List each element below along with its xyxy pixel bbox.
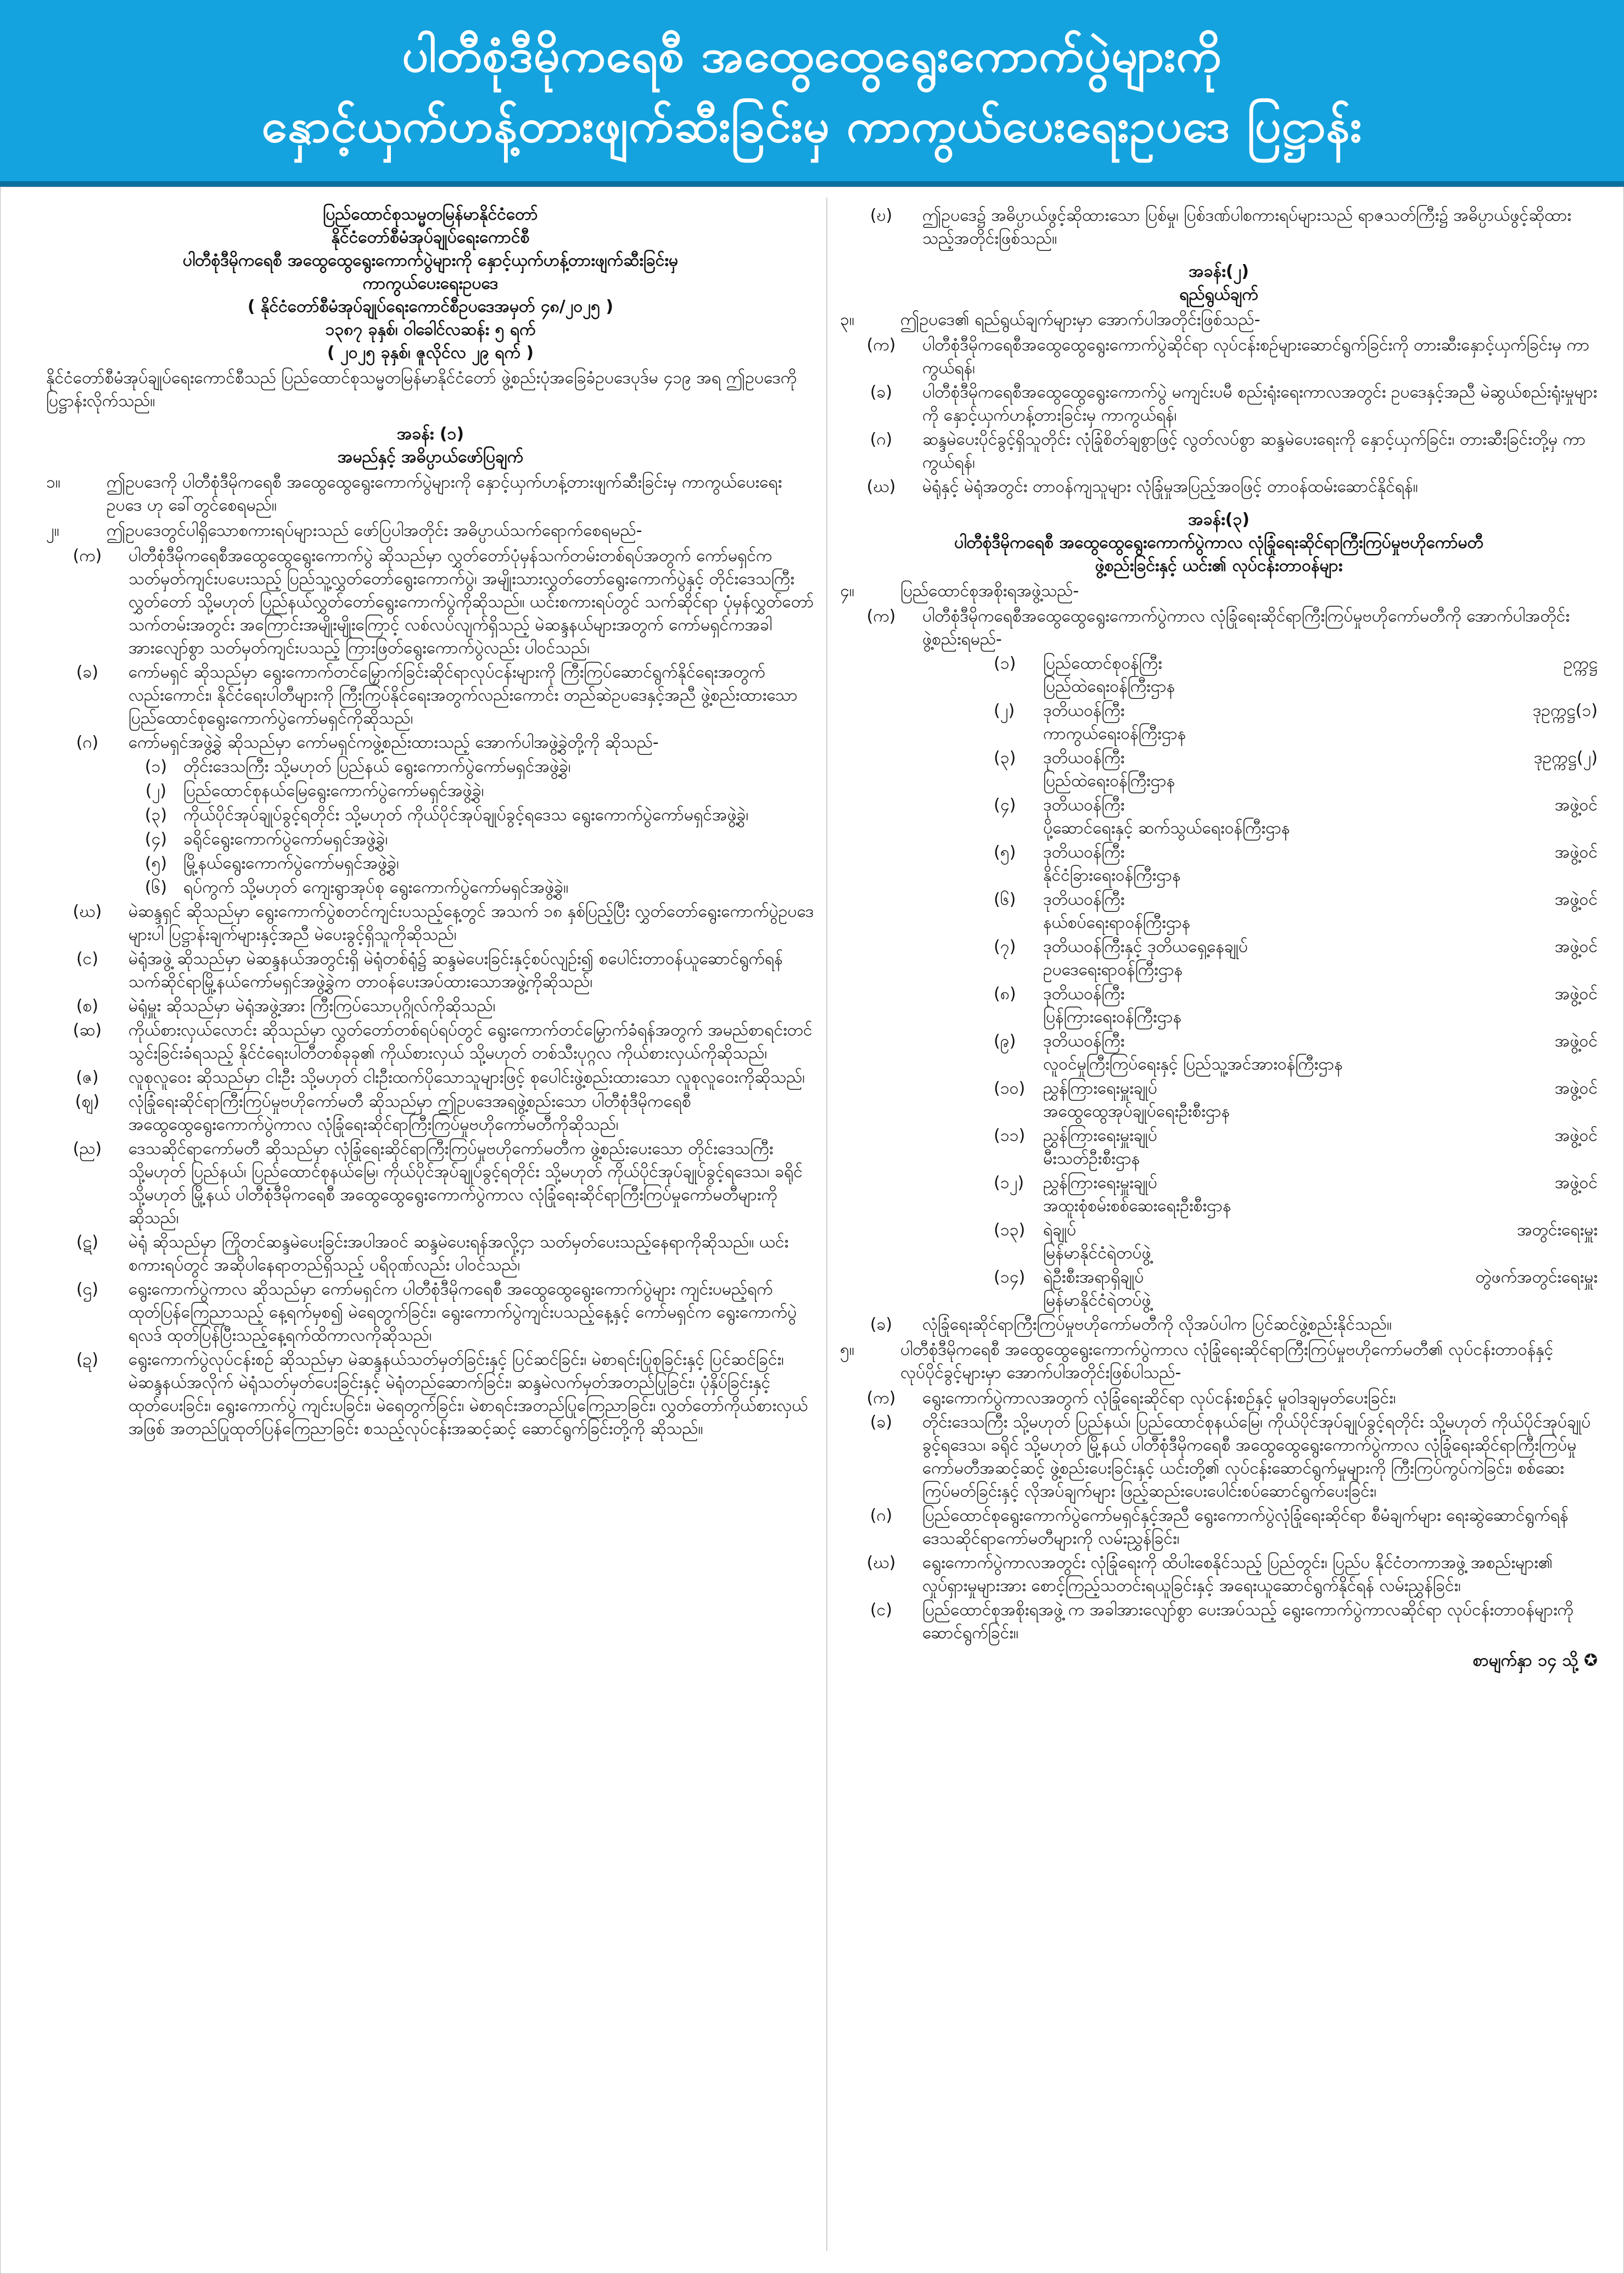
definition-item-text: ဒေသဆိုင်ရာကော်မတီ ဆိုသည်မှာ လုံခြုံရေးဆိုင်ရာကြီးကြပ်မှုဗဟိုကော်မတီက ဖွဲ့စည်းပေးသော တိုင်းဒေသကြီး သို့မဟုတ် ပြည်နယ်၊ ပြည်ထောင်စုနယ်မြေ၊ ကိုယ်ပိုင်အုပ်ချုပ်ခွင့်ရတိုင်း သို့မဟုတ် ကိုယ်ပိုင်အုပ်ချုပ်ခွင့်ရဒေသ၊ ခရိုင် သို့မဟုတ် မြို့နယ် ပါတီစုံဒီမိုကရေစီ အထွေထွေရွေးကောက်ပွဲကာလ လုံခြုံရေးဆိုင်ရာကြီးကြပ်မှုကော်မတီများကိုဆိုသည်၊ [128,1139,803,1228]
member-row [994,1030,1598,1076]
member-number: (၃) [994,748,1016,768]
gov-line-1: ပြည်ထောင်စုသမ္မတမြန်မာနိုင်ငံတော် [323,205,538,224]
member-department: နယ်စပ်ရေးရာဝန်ကြီးဌာန [1043,913,1191,932]
section-2-text: ဤဥပဒေတွင်ပါရှိသောစကားရပ်များသည် ဖော်ပြပါအတိုင်း အဓိပ္ပာယ်သက်ရောက်စေရမည်- [107,521,642,540]
member-title: ဒုတိယဝန်ကြီး [1043,890,1125,909]
title-line-1: ပါတီစုံဒီမိုကရေစီ အထွေထွေရွေးကောက်ပွဲများကို [402,29,1222,82]
member-number: (၆) [994,890,1016,909]
definition-item-label: (ဇ) [76,1068,99,1087]
member-position [1043,1077,1433,1123]
definition-item-text: ရွေးကောက်ပွဲလုပ်ငန်းစဉ် ဆိုသည်မှာ မဲဆန္ဒနယ်သတ်မှတ်ခြင်းနှင့် ပြင်ဆင်ခြင်း၊ မဲစာရင်းပြုစုခြင်းနှင့် ပြင်ဆင်ခြင်း၊ မဲဆန္ဒနယ်အလိုက် မဲရုံသတ်မှတ်ပေးခြင်းနှင့် မဲရုံတည်ဆောက်ခြင်း၊ ဆန္ဒမဲလက်မှတ်အတည်ပြုခြင်း၊ ပုံနှိပ်ခြင်းနှင့် ထုတ်ပေးခြင်း၊ ရွေးကောက်ပွဲ ကျင်းပခြင်း၊ မဲရေတွက်ခြင်း၊ မဲစာရင်းအတည်ပြုကြေညာခြင်း၊ လွှတ်တော်ကိုယ်စားလှယ်အဖြစ် အတည်ပြုထုတ်ပြန်ကြေညာခြင်း စသည့်လုပ်ငန်းအဆင့်ဆင့် ဆောင်ရွက်ခြင်းတို့ကို ဆိုသည်။ [128,1350,808,1438]
member-role: တွဲဖက်အတွင်းရေးမှူး [1475,1268,1598,1287]
definition-item [46,1066,815,1089]
member-title: ညွှန်ကြားရေးမှူးချုပ် [1043,1079,1157,1098]
aim-item-label: (က) [866,335,896,355]
section-2-number: ၂။ [46,521,59,540]
section-2 [46,519,815,542]
definition-item [46,545,815,660]
member-number: (၁၄) [994,1268,1026,1287]
subcommittee-item-text: ပြည်ထောင်စုနယ်မြေရွေးကောက်ပွဲကော်မရှင်အဖွဲ့ခွဲ၊ [183,781,484,800]
duty-item [840,1411,1598,1503]
section-3 [840,309,1598,332]
definitions-list-continued [46,900,815,1441]
definition-item [46,1019,815,1065]
definition-extra-text: ဤဥပဒေ၌ အဓိပ္ပာယ်ဖွင့်ဆိုထားသော ပြစ်မှု၊ ပြစ်ဒဏ်ပါစကားရပ်များသည် ရာဇသတ်ကြီး၌ အဓိပ္ပာယ်ဖွင့်ဆိုထားသည့်အတိုင်းဖြစ်သည်။ [922,206,1572,248]
subcommittee-item-label: (၅) [144,854,167,873]
subcommittee-item-text: တိုင်းဒေသကြီး သို့မဟုတ် ပြည်နယ် ရွေးကောက်ပွဲကော်မရှင်အဖွဲ့ခွဲ၊ [183,757,571,776]
duty-item-label: (ဃ) [866,1553,896,1572]
definition-item-label: (စ) [76,996,99,1016]
definition-item-text: လုံခြုံရေးဆိုင်ရာကြီးကြပ်မှုဗဟိုကော်မတီ ဆိုသည်မှာ ဤဥပဒေအရဖွဲ့စည်းသော ပါတီစုံဒီမိုကရေစီ အထွေထွေရွေးကောက်ပွဲကာလ လုံခြုံရေးဆိုင်ရာကြီးကြပ်မှုဗဟိုကော်မတီကိုဆိုသည်၊ [128,1092,691,1134]
definition-item-label: (င) [76,949,99,968]
right-column [840,203,1598,1672]
member-position [1043,983,1433,1029]
member-department: ပို့ဆောင်ရေးနှင့် ဆက်သွယ်ရေးဝန်ကြီးဌာန [1043,819,1290,838]
gov-line-2: နိုင်ငံတော်စီမံအုပ်ချုပ်ရေးကောင်စီ [331,228,530,247]
definition-item-label: (ဋ) [76,1233,99,1252]
section-1 [46,471,815,517]
subcommittee-item-text: ခရိုင်ရွေးကောက်ပွဲကော်မရှင်အဖွဲ့ခွဲ၊ [183,830,388,849]
section-3-text: ဤဥပဒေ၏ ရည်ရွယ်ချက်များမှာ အောက်ပါအတိုင်းဖြစ်သည်- [900,310,1261,329]
section-4a-text: ပါတီစုံဒီမိုကရေစီအထွေထွေရွေးကောက်ပွဲကာလ လုံခြုံရေးဆိုင်ရာကြီးကြပ်မှုဗဟိုကော်မတီကို အောက်ပါအတိုင်း ဖွဲ့စည်းရမည်- [922,607,1570,649]
member-position [1043,652,1433,698]
member-department: ကာကွယ်ရေးဝန်ကြီးဌာန [1043,724,1186,743]
member-position [1043,1030,1433,1076]
duty-item [840,1387,1598,1410]
definition-item [46,1090,815,1136]
member-row [994,936,1598,982]
definition-item-label: (ည) [72,1139,102,1158]
member-number: (၅) [994,843,1016,862]
duty-item [840,1504,1598,1550]
member-role: အဖွဲ့ဝင် [1554,1173,1598,1192]
member-number: (၄) [994,796,1016,815]
member-position [1043,1219,1433,1265]
definition-item-text: ရွေးကောက်ပွဲကာလ ဆိုသည်မှာ ကော်မရှင်က ပါတီစုံဒီမိုကရေစီ အထွေထွေရွေးကောက်ပွဲများ ကျင်းပမည့်ရက် ထုတ်ပြန်ကြေညာသည့် နေ့ရက်မှစ၍ မဲရေတွက်ခြင်း၊ ရွေးကောက်ပွဲကျင်းပသည့်နေ့နှင့် ကော်မရှင်က ရွေးကောက်ပွဲရလဒ် ထုတ်ပြန်ပြီးသည့်နေ့ရက်ထိကာလကိုဆိုသည်၊ [128,1280,797,1345]
section-4-number: ၄။ [840,581,854,601]
chapter-3-subtitle-2: ဖွဲ့စည်းခြင်းနှင့် ယင်း၏ လုပ်ငန်းတာဝန်များ [1095,556,1343,575]
member-department: မီးသတ်ဦးစီးဌာန [1043,1149,1140,1168]
member-position [1043,936,1433,982]
definition-extra-label: (ဎ) [870,206,893,225]
aim-item-text: ဆန္ဒမဲပေးပိုင်ခွင့်ရှိသူတိုင်း လုံခြုံစိတ်ချစွာဖြင့် လွတ်လပ်စွာ ဆန္ဒမဲပေးရေးကို နှောင့်ယှက်ခြင်း၊ တားဆီးခြင်းတို့မှ ကာကွယ်ရန်၊ [922,430,1586,472]
member-number: (၁၀) [994,1079,1026,1098]
member-number: (၁) [994,654,1016,673]
member-row [994,1172,1598,1218]
member-department: ပြန်ကြားရေးဝန်ကြီးဌာန [1043,1007,1182,1027]
member-title: ဒုတိယဝန်ကြီးနှင့် ဒုတိယရှေ့နေချုပ် [1043,937,1248,956]
duty-item-label: (ဂ) [870,1506,893,1525]
member-number: (၁၁) [994,1126,1026,1145]
member-title: ဒုတိယဝန်ကြီး [1043,701,1125,720]
member-department: ပြည်ထဲရေးဝန်ကြီးဌာန [1043,771,1175,791]
subcommittee-item [128,780,815,803]
member-title: ဒုတိယဝန်ကြီး [1043,1032,1125,1051]
member-number: (၉) [994,1032,1016,1051]
duties-list [840,1387,1598,1645]
aim-item [840,381,1598,427]
member-row [994,1077,1598,1123]
subcommittee-item-label: (၂) [145,781,167,800]
law-title-2: ကာကွယ်ပေးရေးဥပဒေ [362,274,499,293]
aim-item [840,334,1598,380]
member-position [1043,699,1433,746]
law-number: ( နိုင်ငံတော်စီမံအုပ်ချုပ်ရေးကောင်စီဥပဒေအမှတ် ၄၈/၂၀၂၅ ) [247,297,614,316]
duty-item [840,1552,1598,1598]
chapter-1-subtitle: အမည်နှင့် အဓိပ္ပာယ်ဖော်ပြချက် [337,447,524,467]
member-row [994,1219,1598,1265]
chapter-3-title: အခန်း(၃) [1188,510,1250,529]
member-title: ပြည်ထောင်စုဝန်ကြီး [1043,654,1162,673]
member-department: အထူးစုံစမ်းစစ်ဆေးရေးဦးစီးဌာန [1043,1196,1231,1216]
member-row [994,747,1598,793]
chapter-2-subtitle: ရည်ရွယ်ချက် [1179,285,1258,304]
duty-item-text: ပြည်ထောင်စုရွေးကောက်ပွဲကော်မရှင်နှင့်အညီ ရွေးကောက်ပွဲလုံခြုံရေးဆိုင်ရာ စီမံချက်များ ရေးဆွဲဆောင်ရွက်ရန် ဒေသဆိုင်ရာကော်မတီများကို လမ်းညွှန်ခြင်း၊ [922,1506,1569,1548]
chapter-3-subtitle-1: ပါတီစုံဒီမိုကရေစီ အထွေထွေရွေးကောက်ပွဲကာလ လုံခြုံရေးဆိုင်ရာကြီးကြပ်မှုဗဟိုကော်မတီ [954,533,1483,552]
member-role: အဖွဲ့ဝင် [1554,1079,1598,1098]
definition-item-text: ပါတီစုံဒီမိုကရေစီအထွေထွေရွေးကောက်ပွဲ ဆိုသည်မှာ လွှတ်တော်ပုံမှန်သက်တမ်းတစ်ရပ်အတွက် ကော်မရှင်က သတ်မှတ်ကျင်းပပေးသည့် ပြည်သူ့လွှတ်တော်ရွေးကောက်ပွဲ၊ အမျိုးသားလွှတ်တော်ရွေးကောက်ပွဲနှင့် တိုင်းဒေသကြီးလွှတ်တော် သို့မဟုတ် ပြည်နယ်လွှတ်တော်ရွေးကောက်ပွဲကိုဆိုသည်။ ယင်းစကားရပ်တွင် သက်ဆိုင်ရာ ပုံမှန်လွှတ်တော်သက်တမ်းအတွင်း အကြောင်းအမျိုးမျိုးကြောင့် လစ်လပ်လျက်ရှိသည့် မဲဆန္ဒနယ်များအတွက် ကော်မရှင်ကအခါအားလျော်စွာ သတ်မှတ်ကျင်းပသည့် ကြားဖြတ်ရွေးကောက်ပွဲလည်း ပါဝင်သည်၊ [128,546,814,658]
member-row [994,841,1598,887]
preamble: နိုင်ငံတော်စီမံအုပ်ချုပ်ရေးကောင်စီသည် ပြည်ထောင်စုသမ္မတမြန်မာနိုင်ငံတော် ဖွဲ့စည်းပုံအခြေခံဥပဒေပုဒ်မ ၄၁၉ အရ ဤဥပဒေကို ပြဋ္ဌာန်းလိုက်သည်။ [46,368,797,411]
subcommittee-item-label: (၁) [144,757,167,776]
aims-list [840,334,1598,499]
member-role: အဖွဲ့ဝင် [1554,796,1598,815]
member-department: လူဝင်မှုကြီးကြပ်ရေးနှင့် ပြည်သူ့အင်အားဝန်ကြီးဌာန [1043,1055,1343,1074]
section-1-text: ဤဥပဒေကို ပါတီစုံဒီမိုကရေစီ အထွေထွေရွေးကောက်ပွဲများကို နှောင့်ယှက်ဟန့်တားဖျက်ဆီးခြင်းမှ ကာကွယ်ပေးရေးဥပဒေ ဟု ခေါ်တွင်စေရမည်။ [107,473,782,515]
definition-item-label: (ဍ) [76,1350,99,1369]
member-row [994,888,1598,934]
member-position [1043,888,1433,934]
duty-item-text: ပြည်ထောင်စုအစိုးရအဖွဲ့ က အခါအားလျော်စွာ ပေးအပ်သည့် ရွေးကောက်ပွဲကာလဆိုင်ရာ လုပ်ငန်းတာဝန်များကို ဆောင်ရွက်ခြင်း။ [922,1600,1574,1643]
member-role: ဥက္ကဋ္ဌ [1563,654,1598,673]
member-position [1043,1172,1433,1218]
member-department: အထွေထွေအုပ်ချုပ်ရေးဦးစီးဌာန [1043,1102,1230,1121]
member-role: အဖွဲ့ဝင် [1554,890,1598,909]
subcommittee-item-label: (၃) [144,805,167,825]
member-role: အတွင်းရေးမှူး [1517,1220,1598,1240]
duty-item-label: (က) [866,1388,896,1408]
section-4b-text: လုံခြုံရေးဆိုင်ရာကြီးကြပ်မှုဗဟိုကော်မတီကို လိုအပ်ပါက ပြင်ဆင်ဖွဲ့စည်းနိုင်သည်။ [922,1315,1392,1334]
subcommittee-item [128,852,815,875]
section-5-text: ပါတီစုံဒီမိုကရေစီ အထွေထွေရွေးကောက်ပွဲကာလ လုံခြုံရေးဆိုင်ရာကြီးကြပ်မှုဗဟိုကော်မတီ၏ လုပ်ငန်းတာဝန်နှင့် လုပ်ပိုင်ခွင့်များမှာ အောက်ပါအတိုင်းဖြစ်ပါသည်- [900,1340,1554,1382]
date-gregorian: ( ၂၀၂၅ ခုနှစ်၊ ဇူလိုင်လ ၂၉ ရက် ) [327,343,534,362]
member-title: ရဲဦးစီးအရာရှိချုပ် [1043,1268,1144,1287]
duty-item-label: (ခ) [870,1413,893,1432]
member-department: နိုင်ငံခြားရေးဝန်ကြီးဌာန [1043,866,1181,885]
definition-item [46,661,815,730]
subcommittee-item [128,876,815,899]
section-4a [840,605,1598,651]
subcommittee-item [128,755,815,778]
section-4a-label: (က) [866,607,896,626]
subcommittee-item-text: မြို့နယ်ရွေးကောက်ပွဲကော်မရှင်အဖွဲ့ခွဲ၊ [183,854,399,873]
subcommittee-item-label: (၄) [144,830,167,849]
member-row [994,652,1598,698]
member-row [994,1266,1598,1312]
member-role: ဒုဥက္ကဋ္ဌ(၁) [1532,701,1598,720]
member-role: ဒုဥက္ကဋ္ဌ(၂) [1533,748,1598,768]
definition-item-label: (ဌ) [76,1280,99,1299]
member-number: (၇) [994,937,1016,956]
member-department: မြန်မာနိုင်ငံရဲတပ်ဖွဲ့ [1043,1291,1151,1310]
definition-item-label: (ဆ) [72,1021,102,1040]
member-role: အဖွဲ့ဝင် [1554,1032,1598,1051]
member-position [1043,747,1433,793]
definition-item-label: (ခ) [76,663,99,682]
definition-item-text: ကော်မရှင်အဖွဲ့ခွဲ ဆိုသည်မှာ ကော်မရှင်ကဖွဲ့စည်းထားသည့် အောက်ပါအဖွဲ့ခွဲတို့ကို ဆိုသည်- [128,733,659,752]
aim-item [840,475,1598,499]
member-department: မြန်မာနိုင်ငံရဲတပ်ဖွဲ့ [1043,1244,1151,1263]
chapter-1-title: အခန်း (၁) [396,424,464,444]
duty-item-text: ရွေးကောက်ပွဲကာလအတွက် လုံခြုံရေးဆိုင်ရာ လုပ်ငန်းစဉ်နှင့် မူဝါဒချမှတ်ပေးခြင်း၊ [922,1388,1396,1408]
definition-item-label: (က) [72,546,102,565]
member-role: အဖွဲ့ဝင် [1554,937,1598,956]
title-line-2: နှောင့်ယှက်ဟန့်တားဖျက်ဆီးခြင်းမှ ကာကွယ်ပေးရေးဥပဒေ ပြဋ္ဌာန်း [261,99,1363,153]
member-row [994,699,1598,746]
section-4b-label: (ခ) [870,1315,893,1334]
definition-item-text: မဲရုံ ဆိုသည်မှာ ကြိုတင်ဆန္ဒမဲပေးခြင်းအပါအဝင် ဆန္ဒမဲပေးရန်အလို့ငှာ သတ်မှတ်ပေးသည့်နေရာကိုဆိုသည်။ ယင်းစကားရပ်တွင် အဆိုပါနေရာတည်ရှိသည့် ပရိဝုဏ်လည်း ပါဝင်သည်၊ [128,1233,789,1275]
member-title: ညွှန်ကြားရေးမှူးချုပ် [1043,1173,1157,1192]
section-1-number: ၁။ [46,473,60,492]
definition-item-text: မဲရုံမှူး ဆိုသည်မှာ မဲရုံအဖွဲ့အား ကြီးကြပ်သောပုဂ္ဂိုလ်ကိုဆိုသည်၊ [128,996,496,1016]
duty-item [840,1599,1598,1645]
member-row [994,983,1598,1029]
subcommittee-item-label: (၆) [144,878,167,897]
subcommittee-item [128,804,815,827]
member-title: ရဲချုပ် [1043,1220,1077,1240]
definition-item [46,948,815,994]
aim-item-label: (ဂ) [870,430,893,449]
member-department: ဥပဒေရေးရာဝန်ကြီးဌာန [1043,960,1183,979]
date-myanmar: ၁၃၈၇ ခုနှစ်၊ ဝါခေါင်လဆန်း ၅ ရက် [325,320,536,339]
definition-item [46,1138,815,1230]
aim-item-text: မဲရုံနှင့် မဲရုံအတွင်း တာဝန်ကျသူများ လုံခြုံမှုအပြည့်အဝဖြင့် တာဝန်ထမ်းဆောင်နိုင်ရန်။ [922,477,1418,496]
definition-item [46,900,815,946]
subcommittee-item-text: ရပ်ကွက် သို့မဟုတ် ကျေးရွာအုပ်စု ရွေးကောက်ပွဲကော်မရှင်အဖွဲ့ခွဲ။ [183,878,569,897]
member-number: (၁၃) [994,1220,1026,1240]
definition-item-label: (ဃ) [72,902,102,921]
member-title: ဒုတိယဝန်ကြီး [1043,748,1125,768]
member-position [1043,841,1433,887]
left-column [46,203,815,1442]
member-role: အဖွဲ့ဝင် [1554,1126,1598,1145]
definition-item [46,731,815,754]
definition-item-text: မဲရုံအဖွဲ့ ဆိုသည်မှာ မဲဆန္ဒနယ်အတွင်းရှိ မဲရုံတစ်ရုံ၌ ဆန္ဒမဲပေးခြင်းနှင့်စပ်လျဉ်း၍ စပေါင်းတာဝန်ယူဆောင်ရွက်ရန် သက်ဆိုင်ရာမြို့နယ်ကော်မရှင်အဖွဲ့ခွဲက တာဝန်ပေးအပ်ထားသောအဖွဲ့ကိုဆိုသည်၊ [128,949,783,992]
title-banner [0,0,1624,181]
committee-members [840,652,1598,1312]
definition-item-text: ကော်မရှင် ဆိုသည်မှာ ရွေးကောက်တင်မြှောက်ခြင်းဆိုင်ရာလုပ်ငန်းများကို ကြီးကြပ်ဆောင်ရွက်နိုင်ရေးအတွက်လည်းကောင်း၊ နိုင်ငံရေးပါတီများကို ကြီးကြပ်နိုင်ရေးအတွက်လည်းကောင်း တည်ဆဲဥပဒေနှင့်အညီ ဖွဲ့စည်းထားသော ပြည်ထောင်စုရွေးကောက်ပွဲကော်မရှင်ကိုဆိုသည်၊ [128,663,798,728]
definition-item [46,1231,815,1277]
definition-item [46,1348,815,1441]
section-5-number: ၅။ [840,1340,854,1359]
definition-item [46,995,815,1018]
section-3-number: ၃။ [840,310,854,329]
member-number: (၂) [994,701,1015,720]
continued-note: စာမျက်နှာ ၁၄ သို့ ✪ [1472,1651,1598,1670]
member-position [1043,1124,1433,1170]
chapter-2-title: အခန်း(၂) [1189,262,1249,281]
member-number: (၈) [994,984,1016,1004]
member-title: ဒုတိယဝန်ကြီး [1043,796,1125,815]
section-4 [840,580,1598,603]
subcommittee-list [46,755,815,899]
member-position [1043,1266,1433,1312]
member-row [994,794,1598,840]
aim-item-text: ပါတီစုံဒီမိုကရေစီအထွေထွေရွေးကောက်ပွဲ မကျင်းပမီ စည်းရုံးရေးကာလအတွင်း ဥပဒေနှင့်အညီ မဲဆွယ်စည်းရုံးမှုများကို နှောင့်ယှက်ဟန့်တားခြင်းမှ ကာကွယ်ရန်၊ [922,383,1598,425]
definition-item [46,1278,815,1347]
definition-item-text: မဲဆန္ဒရှင် ဆိုသည်မှာ ရွေးကောက်ပွဲစတင်ကျင်းပသည့်နေ့တွင် အသက် ၁၈ နှစ်ပြည့်ပြီး လွှတ်တော်ရွေးကောက်ပွဲဥပဒေများပါ ပြဋ္ဌာန်းချက်များနှင့်အညီ မဲပေးခွင့်ရှိသူကိုဆိုသည်၊ [128,902,814,944]
duty-item-text: တိုင်းဒေသကြီး သို့မဟုတ် ပြည်နယ်၊ ပြည်ထောင်စုနယ်မြေ၊ ကိုယ်ပိုင်အုပ်ချုပ်ခွင့်ရတိုင်း သို့မဟုတ် ကိုယ်ပိုင်အုပ်ချုပ်ခွင့်ရဒေသ၊ ခရိုင် သို့မဟုတ် မြို့နယ် ပါတီစုံဒီမိုကရေစီ အထွေထွေရွေးကောက်ပွဲကာလ လုံခြုံရေးဆိုင်ရာကြီးကြပ်မှုကော်မတီအဆင့်ဆင့် ဖွဲ့စည်းပေးခြင်းနှင့် ယင်းတို့၏ လုပ်ငန်းဆောင်ရွက်မှုများကို ကြီးကြပ်ကွပ်ကဲခြင်း၊ စစ်ဆေးကြပ်မတ်ခြင်းနှင့် လိုအပ်ချက်များ ဖြည့်ဆည်းပေးပေါင်းစပ်ဆောင်ရွက်ပေးခြင်း၊ [922,1413,1591,1501]
definitions-list [46,545,815,754]
column-divider [826,198,827,2251]
aim-item-text: ပါတီစုံဒီမိုကရေစီအထွေထွေရွေးကောက်ပွဲဆိုင်ရာ လုပ်ငန်းစဉ်များဆောင်ရွက်ခြင်းကို တားဆီးနှောင့်ယှက်ခြင်းမှ ကာကွယ်ရန်၊ [922,335,1590,378]
member-role: အဖွဲ့ဝင် [1554,843,1598,862]
member-role: အဖွဲ့ဝင် [1554,984,1598,1004]
member-title: ဒုတိယဝန်ကြီး [1043,984,1125,1004]
section-5 [840,1338,1598,1385]
aim-item-label: (ဃ) [866,477,896,496]
subcommittee-item-text: ကိုယ်ပိုင်အုပ်ချုပ်ခွင့်ရတိုင်း သို့မဟုတ် ကိုယ်ပိုင်အုပ်ချုပ်ခွင့်ရဒေသ ရွေးကောက်ပွဲကော်မရှင်အဖွဲ့ခွဲ၊ [183,805,749,825]
definition-item-label: (ဂ) [76,733,99,752]
duty-item-label: (င) [870,1600,893,1620]
banner-rule [0,181,1624,187]
subcommittee-item [128,828,815,851]
member-number: (၁၂) [994,1173,1024,1192]
law-title-1: ပါတီစုံဒီမိုကရေစီ အထွေထွေရွေးကောက်ပွဲများကို နှောင့်ယှက်ဟန့်တားဖျက်ဆီးခြင်းမှ [182,251,679,270]
definition-item-label: (ဈ) [75,1092,100,1111]
duty-item-text: ရွေးကောက်ပွဲကာလအတွင်း လုံခြုံရေးကို ထိပါးစေနိုင်သည့် ပြည်တွင်း၊ ပြည်ပ နိုင်ငံတကာအဖွဲ့ အစည်းများ၏ လှုပ်ရှားမှုများအား စောင့်ကြည့်သတင်းရယူခြင်းနှင့် အရေးယူဆောင်ရွက်နိုင်ရန် လမ်းညွှန်ခြင်း၊ [922,1553,1553,1595]
member-title: ဒုတိယဝန်ကြီး [1043,843,1125,862]
definition-extra [840,204,1598,250]
aim-item-label: (ခ) [870,383,893,402]
member-title: ညွှန်ကြားရေးမှူးချုပ် [1043,1126,1157,1145]
section-4b [840,1313,1598,1336]
definition-item-text: လူစုလူဝေး ဆိုသည်မှာ ငါးဦး သို့မဟုတ် ငါးဦးထက်ပိုသောသူများဖြင့် စုပေါင်းဖွဲ့စည်းထားသော လူစုလူဝေးကိုဆိုသည်၊ [128,1068,805,1087]
member-row [994,1124,1598,1170]
member-position [1043,794,1433,840]
section-4-text: ပြည်ထောင်စုအစိုးရအဖွဲ့သည်- [900,581,1079,601]
definition-item-text: ကိုယ်စားလှယ်လောင်း ဆိုသည်မှာ လွှတ်တော်တစ်ရပ်ရပ်တွင် ရွေးကောက်တင်မြှောက်ခံရန်အတွက် အမည်စာရင်းတင်သွင်းခြင်းခံရသည့် နိုင်ငံရေးပါတီတစ်ခုခု၏ ကိုယ်စားလှယ် သို့မဟုတ် တစ်သီးပုဂ္ဂလ ကိုယ်စားလှယ်ကိုဆိုသည်၊ [128,1021,813,1063]
aim-item [840,428,1598,474]
member-department: ပြည်ထဲရေးဝန်ကြီးဌာန [1043,677,1175,696]
